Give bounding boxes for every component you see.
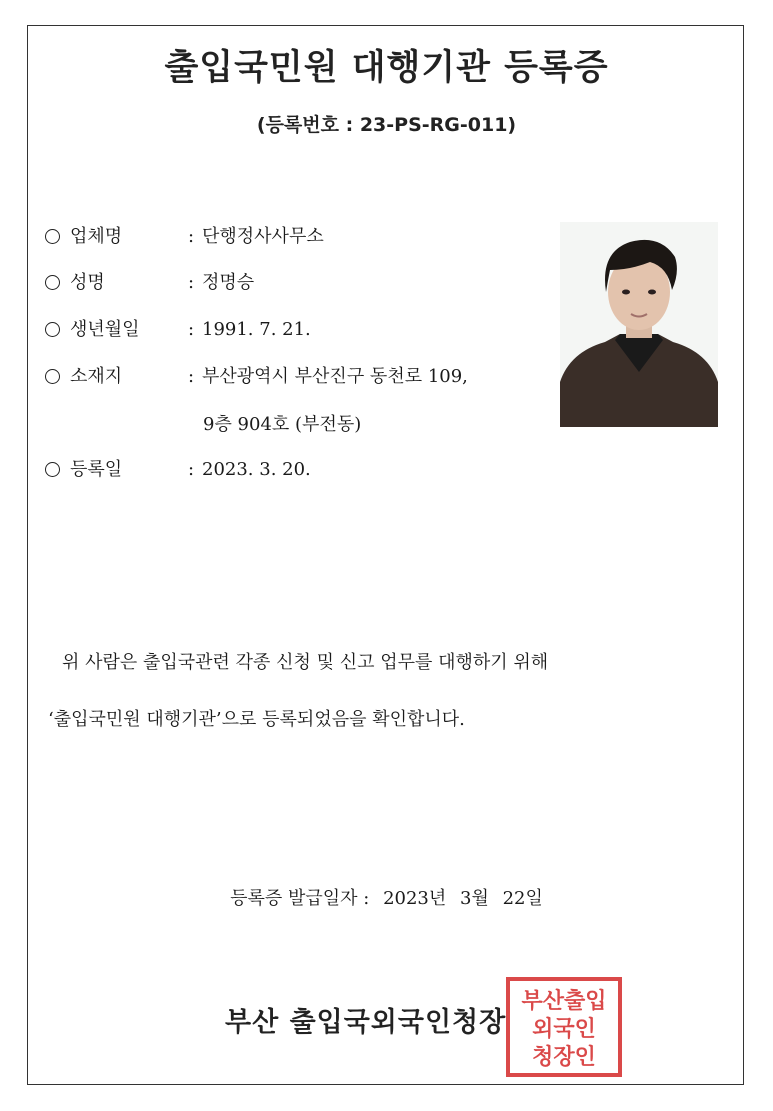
field-value: 단행정사사무소	[202, 226, 324, 247]
svg-text:청장인: 청장인	[532, 1045, 596, 1070]
document-title: 출입국민원 대행기관 등록증	[164, 48, 609, 88]
bullet-circle-icon	[45, 229, 60, 244]
svg-text:외국인: 외국인	[532, 1017, 596, 1042]
issue-month: 3월	[460, 888, 489, 909]
field-label: 등록일	[70, 459, 123, 480]
issue-date-label: 등록증 발급일자 :	[230, 888, 370, 909]
field-value: 2023. 3. 20.	[202, 459, 311, 480]
bullet-circle-icon	[45, 462, 60, 477]
field-label: 소재지	[70, 366, 123, 387]
statement-line-2: ‘출입국민원 대행기관’으로 등록되었음을 확인합니다.	[48, 709, 465, 730]
field-address-line2: 9층 904호 (부전동)	[203, 414, 362, 435]
bullet-circle-icon	[45, 275, 60, 290]
field-address: 소재지 : 부산광역시 부산진구 동천로 109,	[45, 362, 468, 392]
issuer-name: 부산 출입국외국인청장	[225, 1007, 507, 1038]
issue-date	[0, 884, 773, 910]
portrait-photo-icon	[560, 222, 718, 427]
id-photo	[560, 222, 718, 427]
field-label: 성명	[70, 272, 105, 293]
issue-year: 2023년	[383, 888, 447, 909]
field-company-name: 업체명 : 단행정사사무소	[45, 222, 324, 252]
field-value: 부산광역시 부산진구 동천로 109,	[202, 366, 468, 387]
field-birthdate: 생년월일 : 1991. 7. 21.	[45, 315, 311, 345]
document-border	[27, 25, 744, 1085]
field-value: 1991. 7. 21.	[202, 319, 311, 340]
field-label: 생년월일	[70, 319, 140, 340]
statement-line-1: 위 사람은 출입국관련 각종 신청 및 신고 업무를 대행하기 위해	[62, 652, 549, 673]
registration-number: (등록번호 : 23-PS-RG-011)	[256, 114, 517, 136]
field-name: 성명 : 정명승	[45, 268, 254, 298]
field-registration-date: 등록일 : 2023. 3. 20.	[45, 455, 311, 485]
field-value: 정명승	[202, 272, 255, 293]
svg-text:부산출입: 부산출입	[521, 989, 607, 1014]
official-seal-stamp	[505, 976, 623, 1078]
bullet-circle-icon	[45, 322, 60, 337]
field-label: 업체명	[70, 226, 123, 247]
bullet-circle-icon	[45, 369, 60, 384]
issue-day: 22일	[502, 888, 543, 909]
